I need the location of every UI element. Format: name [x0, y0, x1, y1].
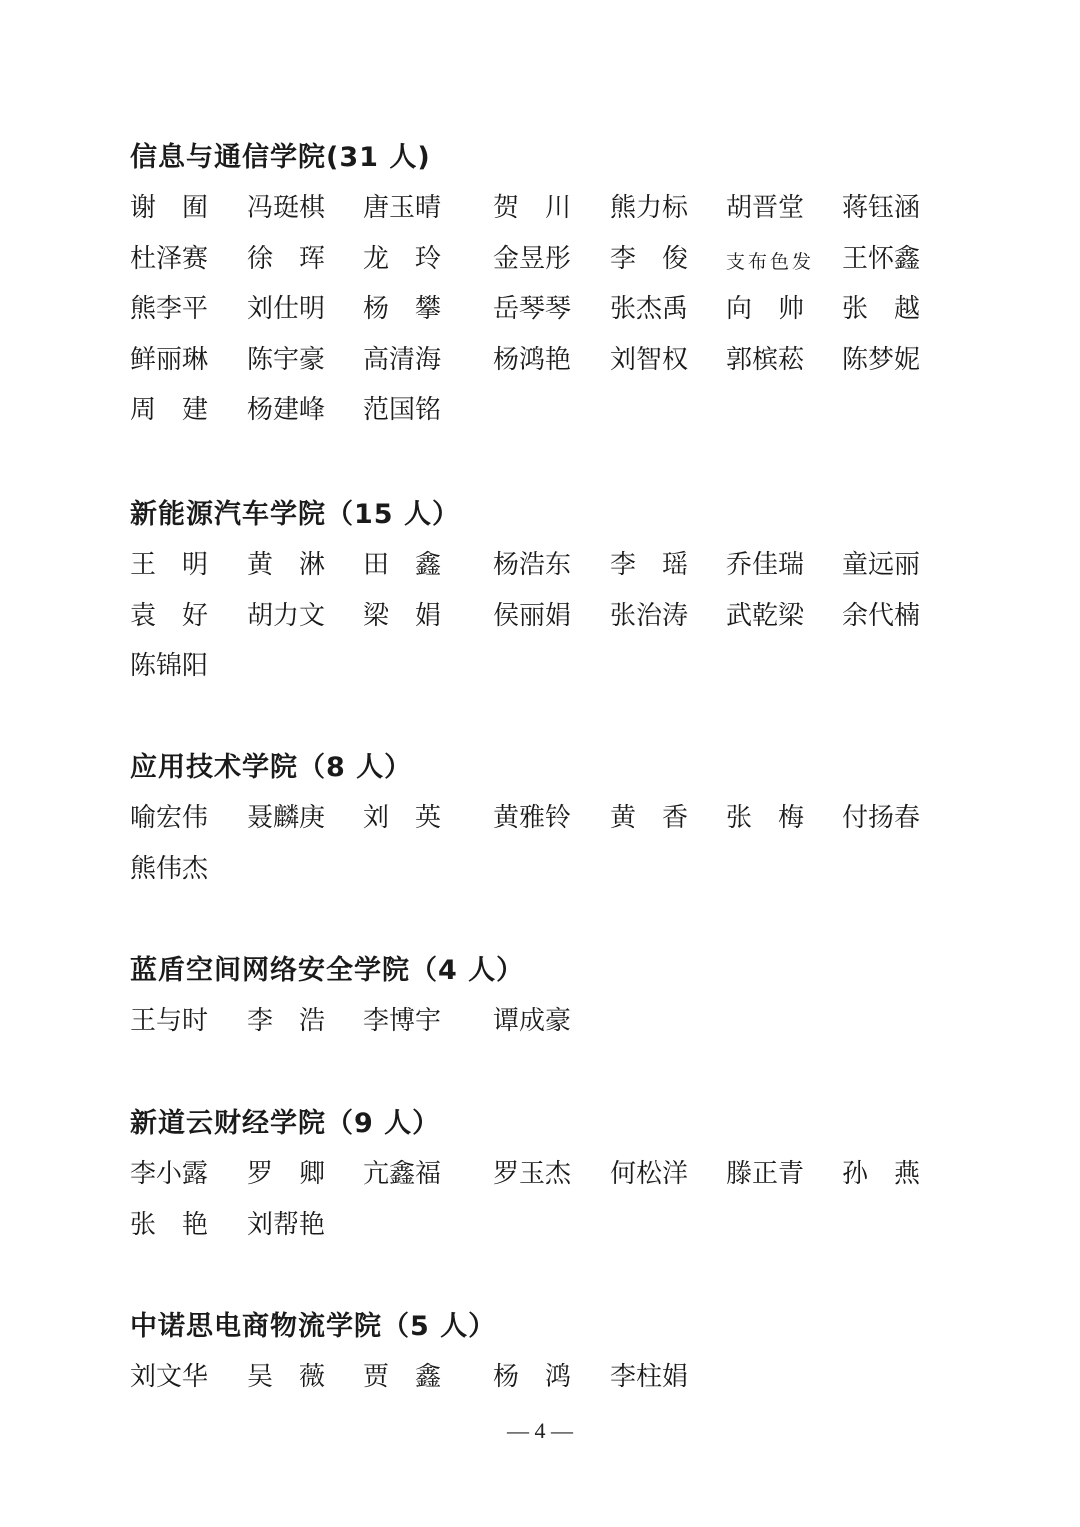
person-name: 熊李平 [130, 294, 209, 324]
person-name: 李小露 [130, 1159, 209, 1189]
person-name: 黄雅铃 [493, 803, 572, 833]
person-name: 龙 玲 [363, 243, 442, 274]
person-name: 滕正青 [726, 1159, 805, 1189]
person-name: 贺 川 [493, 193, 572, 223]
name-row [130, 1003, 960, 1054]
person-name: 李柱娟 [610, 1362, 689, 1392]
person-name: 梁 娟 [363, 600, 442, 631]
person-name: 向 帅 [726, 294, 805, 324]
section-title: 新能源汽车学院（15 人） [130, 499, 460, 530]
person-name: 王与时 [130, 1006, 209, 1036]
name-grid [130, 1359, 960, 1410]
person-name: 黄 香 [610, 803, 689, 833]
person-name: 胡力文 [247, 600, 326, 631]
section-2 [130, 497, 960, 699]
name-row [130, 190, 960, 241]
section-title: 信息与通信学院(31 人) [130, 142, 431, 173]
person-name: 乔佳瑞 [726, 550, 805, 580]
person-name: 侯丽娟 [493, 600, 572, 631]
person-name: 张治涛 [610, 600, 689, 631]
person-name: 支布色发 [726, 250, 815, 273]
person-name: 刘 英 [363, 803, 442, 833]
person-name: 何松洋 [610, 1159, 689, 1189]
person-name: 杜泽赛 [130, 243, 209, 274]
person-name: 陈梦妮 [842, 344, 921, 375]
person-name: 岳琴琴 [493, 294, 572, 324]
person-name: 范国铭 [363, 395, 442, 425]
person-name: 田 鑫 [363, 550, 442, 580]
person-name: 李博宇 [363, 1006, 442, 1036]
person-name: 金昱彤 [493, 243, 572, 274]
name-grid [130, 547, 960, 699]
person-name: 童远丽 [842, 550, 921, 580]
person-name: 刘帮艳 [247, 1209, 326, 1240]
person-name: 袁 好 [130, 600, 209, 631]
section-1 [130, 140, 960, 443]
name-row [130, 851, 960, 902]
name-row [130, 1207, 960, 1258]
person-name: 付扬春 [842, 803, 921, 833]
name-row [130, 800, 960, 851]
person-name: 张 越 [842, 294, 921, 324]
section-title: 蓝盾空间网络安全学院（4 人） [130, 955, 525, 986]
person-name: 黄 淋 [247, 550, 326, 580]
person-name: 李 俊 [610, 243, 689, 274]
person-name: 武乾梁 [726, 600, 805, 631]
person-name: 胡晋堂 [726, 193, 805, 223]
person-name: 周 建 [130, 395, 209, 425]
name-row [130, 547, 960, 598]
person-name: 唐玉晴 [363, 193, 442, 223]
name-row [130, 241, 960, 292]
person-name: 谭成豪 [493, 1006, 572, 1036]
person-name: 罗玉杰 [493, 1159, 572, 1189]
section-4 [130, 953, 960, 1054]
person-name: 聂麟庚 [247, 803, 326, 833]
person-name: 李 瑶 [610, 550, 689, 580]
name-row [130, 648, 960, 699]
person-name: 王怀鑫 [842, 243, 921, 274]
person-name: 郭槟菘 [726, 344, 805, 375]
name-grid [130, 1156, 960, 1257]
person-name: 刘文华 [130, 1362, 209, 1392]
person-name: 张 艳 [130, 1209, 209, 1240]
section-6 [130, 1309, 960, 1410]
section-title: 应用技术学院（8 人） [130, 752, 413, 783]
person-name: 杨鸿艳 [493, 344, 572, 375]
section-title: 中诺思电商物流学院（5 人） [130, 1311, 497, 1342]
name-row [130, 1156, 960, 1207]
name-row [130, 1359, 960, 1410]
name-row [130, 598, 960, 649]
person-name: 陈锦阳 [130, 651, 209, 681]
person-name: 亢鑫福 [363, 1159, 442, 1189]
person-name: 杨 鸿 [493, 1362, 572, 1392]
person-name: 高清海 [363, 344, 442, 375]
person-name: 贾 鑫 [363, 1362, 442, 1392]
name-row [130, 291, 960, 342]
person-name: 杨建峰 [247, 395, 326, 425]
section-title: 新道云财经学院（9 人） [130, 1108, 441, 1139]
person-name: 喻宏伟 [130, 803, 209, 833]
name-grid [130, 1003, 960, 1054]
person-name: 冯珽棋 [247, 193, 326, 223]
person-name: 孙 燕 [842, 1159, 921, 1189]
person-name: 蒋钰涵 [842, 193, 921, 223]
person-name: 刘智权 [610, 344, 689, 375]
person-name: 罗 卿 [247, 1159, 326, 1189]
person-name: 熊伟杰 [130, 853, 209, 884]
section-5 [130, 1106, 960, 1257]
person-name: 李 浩 [247, 1006, 326, 1036]
person-name: 熊力标 [610, 193, 689, 223]
person-name: 杨 攀 [363, 294, 442, 324]
person-name: 鲜丽琳 [130, 344, 209, 375]
person-name: 余代楠 [842, 600, 921, 631]
name-grid [130, 800, 960, 901]
name-grid [130, 190, 960, 443]
person-name: 吴 薇 [247, 1362, 326, 1392]
person-name: 王 明 [130, 550, 209, 580]
page-number: — 4 — [507, 1418, 573, 1443]
person-name: 张杰禹 [610, 294, 689, 324]
person-name: 张 梅 [726, 803, 805, 833]
person-name: 刘仕明 [247, 294, 326, 324]
person-name: 陈宇豪 [247, 344, 326, 375]
person-name: 徐 珲 [247, 243, 326, 274]
person-name: 谢 囿 [130, 193, 209, 223]
section-3 [130, 750, 960, 901]
name-row [130, 342, 960, 393]
person-name: 杨浩东 [493, 550, 572, 580]
name-row [130, 392, 960, 443]
